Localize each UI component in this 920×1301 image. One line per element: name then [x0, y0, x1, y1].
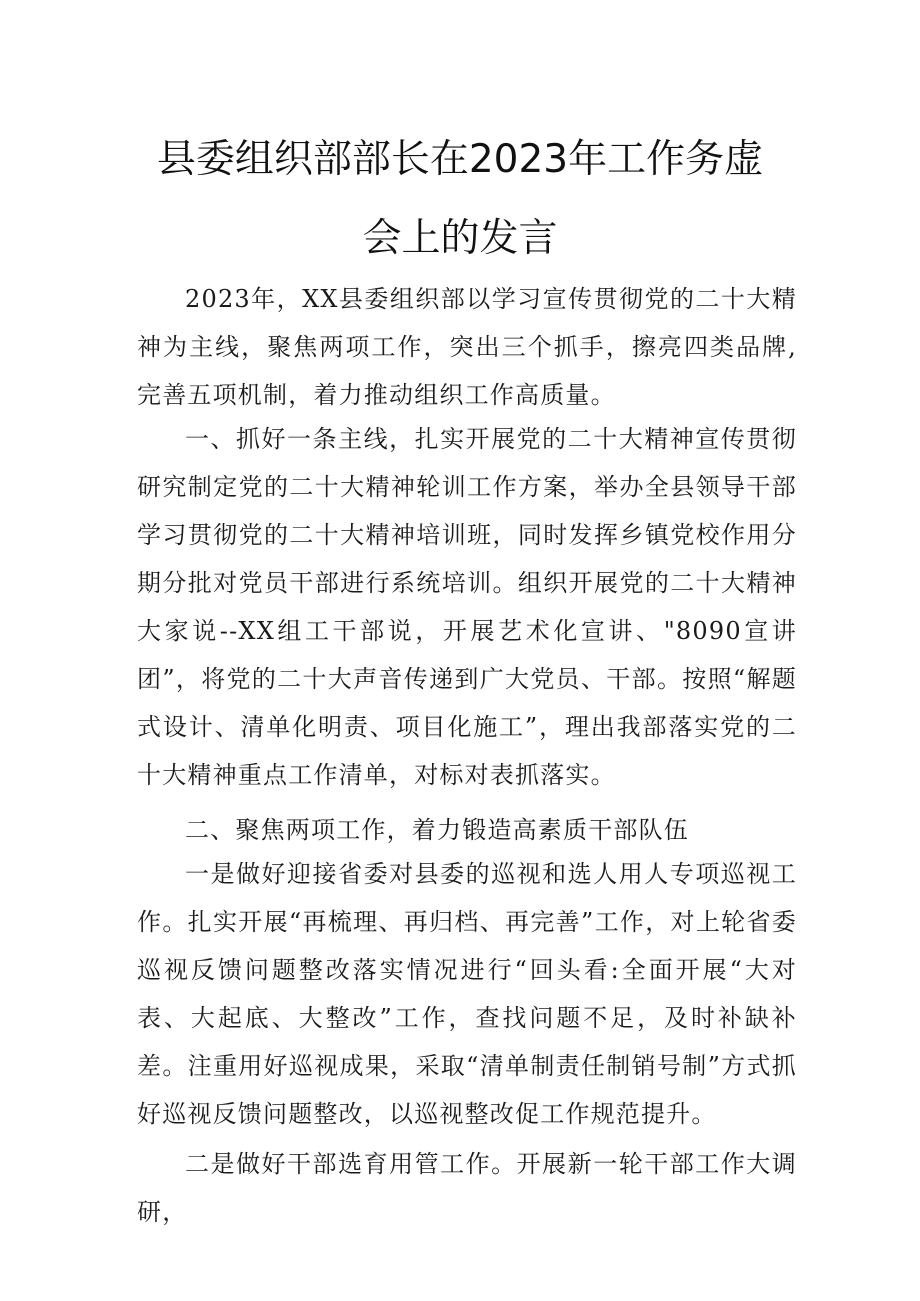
document-title-line-2: 会上的发言: [362, 216, 558, 261]
paragraph-text: 一、抓好一条主线，扎实开展党的二十大精神宣传贯彻研究制定党的二十大精神轮训工作方案，举办全县领导干部学习贯彻党的二十大精神培训班，同时发挥乡镇党校作用分期分批对党员干部进行系统培训。组织开展党的二十大精神大家说--XX组工干部说，开展艺术化宣讲、"8090宣讲团”，将党的二十大声音传递到广大党员、干部。按照“解题式设计、清单化明责、项目化施工”，理出我部落实党的二十大精神重点工作清单，对标对表抓落实。: [137, 425, 797, 789]
paragraph-item-two: [137, 1140, 797, 1236]
paragraph-intro: [137, 275, 797, 419]
paragraph-section-one: [137, 415, 797, 799]
document-title-line-1: 县委组织部部长在2023年工作务虚: [156, 137, 764, 182]
paragraph-text: 一是做好迎接省委对县委的巡视和选人用人专项巡视工作。扎实开展“再梳理、再归档、再完善”工作，对上轮省委巡视反馈问题整改落实情况进行“回头看:全面开展“大对表、大起底、大整改”工作，查找问题不足，及时补缺补差。注重用好巡视成果，采取“清单制责任制销号制”方式抓好巡视反馈问题整改，以巡视整改促工作规范提升。: [137, 860, 797, 1128]
paragraph-text: 二、聚焦两项工作，着力锻造高素质干部队伍: [185, 816, 689, 844]
paragraph-section-two-heading: [137, 806, 797, 854]
paragraph-item-one: [137, 850, 797, 1138]
paragraph-text: 2023年，XX县委组织部以学习宣传贯彻党的二十大精神为主线，聚焦两项工作，突出三个抓手，擦亮四类品牌,完善五项机制，着力推动组织工作高质量。: [137, 285, 797, 409]
paragraph-text: 二是做好干部选育用管工作。开展新一轮干部工作大调研，: [137, 1150, 797, 1226]
